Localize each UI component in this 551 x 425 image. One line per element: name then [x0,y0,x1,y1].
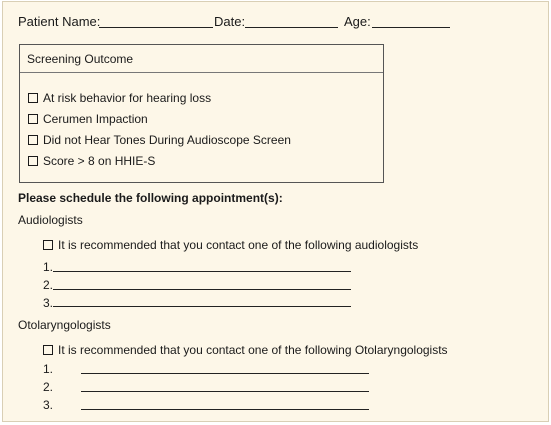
audiologist-line[interactable] [53,289,351,290]
otolaryngologist-line[interactable] [81,409,369,410]
checkbox-icon[interactable] [28,93,38,103]
age-field[interactable] [372,27,450,28]
patient-name-label: Patient Name: [18,14,101,29]
otolaryngologist-number: 2. [43,380,54,394]
checkbox-icon[interactable] [43,240,53,250]
otolaryngologist-line[interactable] [81,391,369,392]
appointments-heading: Please schedule the following appointment(s): [18,191,283,205]
screening-item[interactable]: Cerumen Impaction [28,112,148,127]
otolaryngologist-line[interactable] [81,373,369,374]
otolaryngologist-number: 1. [43,362,54,376]
patient-name-field[interactable] [99,27,213,28]
screening-outcome-box [19,44,384,183]
referral-form [2,1,549,422]
audiologist-number: 2. [43,278,54,292]
otolaryngologists-recommendation[interactable]: It is recommended that you contact one of the following Otolaryngologists [43,343,448,358]
screening-item[interactable]: Did not Hear Tones During Audioscope Screen [28,133,291,148]
otolaryngologist-number: 3. [43,398,54,412]
age-label: Age: [344,14,371,29]
checkbox-icon[interactable] [28,114,38,124]
checkbox-icon[interactable] [28,135,38,145]
screening-divider [20,72,383,73]
audiologist-line[interactable] [53,271,351,272]
checkbox-icon[interactable] [43,345,53,355]
audiologists-title: Audiologists [18,213,83,227]
date-label: Date: [214,14,246,29]
audiologist-number: 1. [43,260,54,274]
screening-outcome-title: Screening Outcome [27,52,134,66]
otolaryngologists-title: Otolaryngologists [18,318,111,332]
screening-item[interactable]: At risk behavior for hearing loss [28,91,211,106]
audiologist-number: 3. [43,296,54,310]
checkbox-icon[interactable] [28,156,38,166]
screening-item[interactable]: Score > 8 on HHIE-S [28,154,155,169]
audiologist-line[interactable] [53,306,351,307]
date-field[interactable] [245,27,338,28]
audiologists-recommendation[interactable]: It is recommended that you contact one of the following audiologists [43,238,418,253]
